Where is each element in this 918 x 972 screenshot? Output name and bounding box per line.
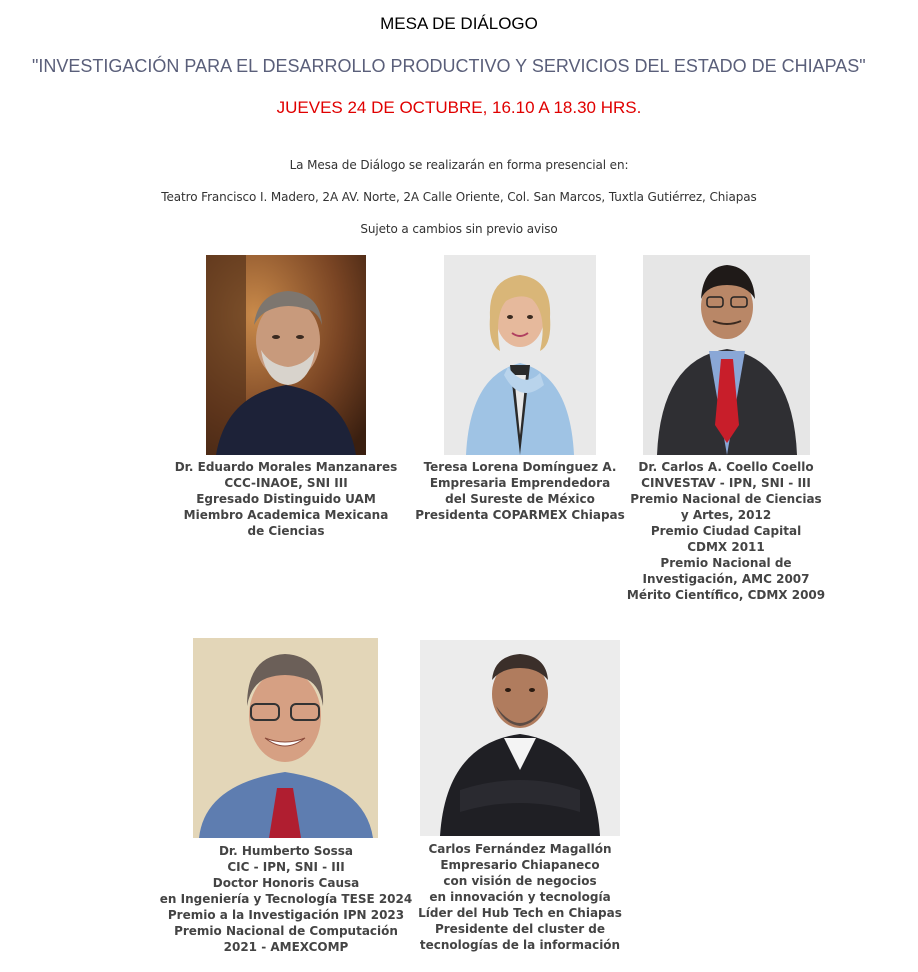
speaker-detail: y Artes, 2012: [680, 508, 772, 522]
speaker-photo-carlos-coello: [643, 255, 810, 455]
speaker-detail: Líder del Hub Tech en Chiapas: [418, 906, 622, 920]
speaker-photo-teresa: [444, 255, 596, 455]
venue-intro-text: La Mesa de Diálogo se realizarán en forma presencial en:: [289, 158, 629, 172]
speaker-detail: CDMX 2011: [687, 540, 765, 554]
speaker-photo-humberto: [193, 638, 378, 838]
speaker-name: Dr. Humberto Sossa: [218, 844, 354, 858]
speaker-detail: Premio Ciudad Capital: [650, 524, 802, 538]
speaker-detail: CINVESTAV - IPN, SNI - III: [641, 476, 811, 490]
speaker-bio-humberto: [146, 843, 426, 955]
speaker-detail: 2021 - AMEXCOMP: [223, 940, 349, 954]
speaker-detail: Premio Nacional de: [660, 556, 792, 570]
speaker-name: Carlos Fernández Magallón: [428, 842, 612, 856]
event-title: MESA DE DIÁLOGO: [380, 14, 538, 33]
speaker-bio-carlos-coello: [616, 459, 836, 603]
speaker-detail: del Sureste de México: [445, 492, 595, 506]
speaker-detail: CCC-INAOE, SNI III: [224, 476, 348, 490]
speaker-detail: Premio Nacional de Computación: [174, 924, 398, 938]
speaker-name: Dr. Eduardo Morales Manzanares: [174, 460, 398, 474]
speaker-detail: Premio Nacional de Ciencias: [630, 492, 822, 506]
speaker-detail: Egresado Distinguido UAM: [196, 492, 376, 506]
speaker-detail: Doctor Honoris Causa: [212, 876, 360, 890]
speaker-detail: Miembro Academica Mexicana: [183, 508, 389, 522]
speaker-photo-carlos-fernandez: [420, 640, 620, 836]
speaker-bio-carlos-fernandez: [400, 841, 640, 953]
speaker-photo-eduardo: [206, 255, 366, 455]
speaker-detail: de Ciencias: [247, 524, 325, 538]
speaker-detail: Mérito Científico, CDMX 2009: [626, 588, 826, 602]
speaker-name: Teresa Lorena Domínguez A.: [423, 460, 617, 474]
speaker-bio-eduardo: [166, 459, 406, 539]
speaker-detail: con visión de negocios: [443, 874, 597, 888]
speaker-detail: en Ingeniería y Tecnología TESE 2024: [159, 892, 413, 906]
event-date: JUEVES 24 DE OCTUBRE, 16.10 A 18.30 HRS.: [276, 98, 642, 117]
speaker-detail: en innovación y tecnología: [429, 890, 611, 904]
speaker-detail: Premio a la Investigación IPN 2023: [167, 908, 405, 922]
speaker-detail: Presidenta COPARMEX Chiapas: [415, 508, 625, 522]
speaker-detail: tecnologías de la información: [419, 938, 621, 952]
venue-address: Teatro Francisco I. Madero, 2A AV. Norte, 2A Calle Oriente, Col. San Marcos, Tuxtla Gutiérrez, Chiapas: [161, 190, 757, 204]
speaker-detail: Empresaria Emprendedora: [429, 476, 611, 490]
event-subtitle: "INVESTIGACIÓN PARA EL DESARROLLO PRODUCTIVO Y SERVICIOS DEL ESTADO DE CHIAPAS": [32, 56, 866, 76]
schedule-note: Sujeto a cambios sin previo aviso: [360, 222, 558, 236]
speaker-name: Dr. Carlos A. Coello Coello: [638, 460, 814, 474]
speaker-detail: Presidente del cluster de: [434, 922, 606, 936]
speaker-bio-teresa: [410, 459, 630, 523]
speaker-detail: Investigación, AMC 2007: [642, 572, 810, 586]
speaker-detail: Empresario Chiapaneco: [440, 858, 600, 872]
speaker-detail: CIC - IPN, SNI - III: [227, 860, 345, 874]
